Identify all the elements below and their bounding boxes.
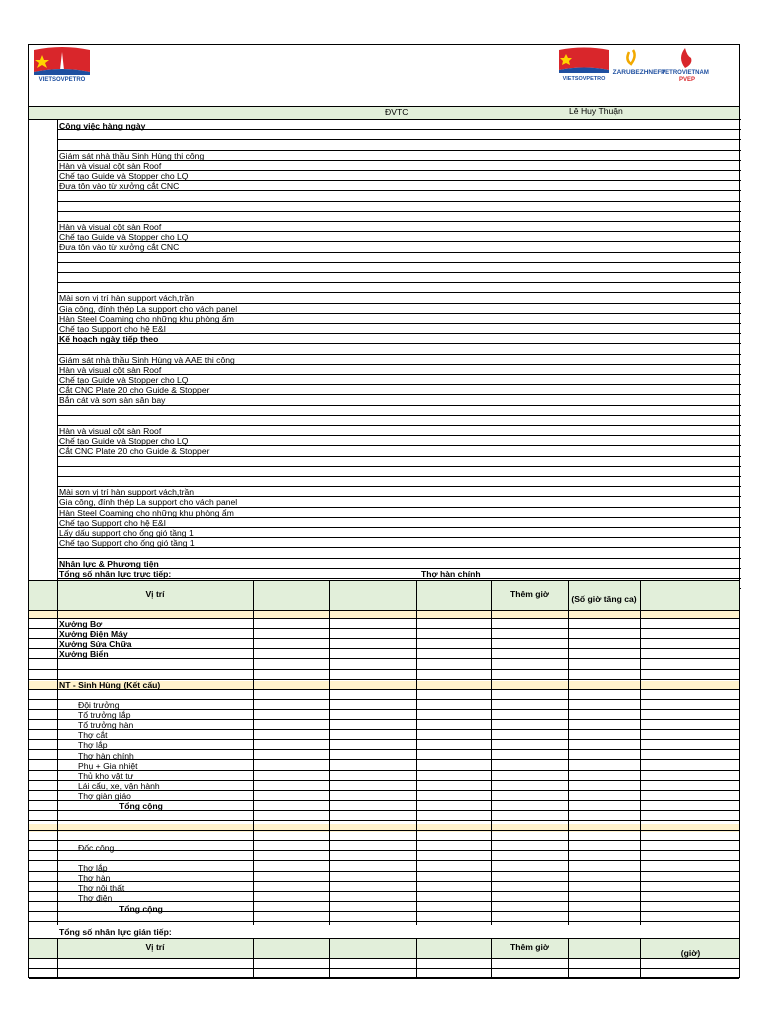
vietsovpetro-small-logo [559,48,609,83]
col-overtime: Thêm giờ [509,589,550,599]
grid-line [57,262,741,263]
direct-yellow-band [29,610,739,618]
grid-line [29,709,739,710]
grid-line [29,580,739,581]
plan-item: Mài sơn vị trí hàn support vách,trần [59,487,195,497]
contractor-role: Thợ giàn giáo [78,790,131,801]
grid-line [416,938,417,979]
plan-item: Chế tạo Guide và Stopper cho LQ [59,375,189,385]
second-role-head: Đốc công [78,843,115,853]
plan-item: Chế tạo Support cho ống gió tầng 1 [59,538,195,548]
dvtc-label: ĐVTC [385,107,409,117]
grid-line [491,580,492,925]
today-title: Công việc hàng ngày [59,121,146,131]
contractor-role: Tổ trưởng hàn [78,720,134,731]
col-hours: (Số giờ tăng ca) [571,594,637,604]
today-item: Đưa tôn vào từ xưởng cắt CNC [59,181,180,191]
contractor-role: Thủ kho vật tư [78,770,134,781]
today-item: Hàn và visual cột sàn Roof [59,161,162,171]
today-item: Chế tạo Support cho hệ E&I [59,324,167,334]
svg-text:PETROVIETNAM: PETROVIETNAM [661,70,709,76]
contractor-role: Thợ cắt [78,730,108,741]
svg-text:PVEP: PVEP [678,77,696,83]
grid-line [29,106,739,107]
grid-line [29,938,739,939]
grid-line [29,881,739,882]
grid-line [57,211,741,212]
grid-line [57,456,741,457]
grid-line [329,580,330,925]
today-item: Chế tạo Guide và Stopper cho LQ [59,171,189,181]
grid-line [29,658,739,659]
contractor-title: NT - Sinh Hùng (Kết cấu) [59,680,161,690]
indirect-col-hours: (giờ) [680,948,701,958]
plan-item: Hàn và visual cột sàn Roof [59,365,162,375]
svg-text:VIETSOVPETRO: VIETSOVPETRO [562,76,606,82]
contractor-role: Lái cẩu, xe, vận hành [78,780,160,791]
resources-title: Nhân lực & Phương tiện [59,559,159,569]
grid-line [29,901,739,902]
grid-line [29,699,739,700]
logo-left-text: VIETSOVPETRO [38,77,86,83]
contractor-role: Thợ lắp [78,740,108,751]
plan-item: Hàn Steel Coaming cho những khu phòng ẩm [59,508,234,518]
svg-text:ZARUBEZHNEFT: ZARUBEZHNEFT [612,69,666,76]
grid-line [29,628,739,629]
zarubezhneft-logo [613,50,666,76]
grid-line [29,739,739,740]
indirect-col-position: Vị trí [145,942,165,952]
grid-line [416,580,417,925]
plan-item: Hàn và visual cột sàn Roof [59,426,162,436]
grid-line [57,282,741,283]
grid-line [57,476,741,477]
contractor-role: Tổ trưởng lắp [78,710,131,721]
grid-line [57,415,741,416]
plan-item: Lấy dấu support cho ống gió tầng 1 [59,528,194,538]
plan-item: Gia công, đính thép La support cho vách panel [59,497,238,507]
grid-line [57,343,741,344]
partner-logos [557,46,737,84]
grid-line [29,669,739,670]
report-sheet [28,44,740,978]
total-label-2: Tổng cộng [119,904,163,914]
grid-line [29,958,739,959]
grid-line [57,405,741,406]
plan-item: Chế tạo Support cho hệ E&I [59,518,167,528]
grid-line [29,891,739,892]
grid-line [29,860,739,861]
indirect-col-overtime: Thêm giờ [509,942,550,952]
grid-line [57,119,741,120]
grid-line [57,466,741,467]
grid-line [568,938,569,979]
grid-line [29,638,739,639]
grid-line [57,558,741,559]
grid-line [29,968,739,969]
plan-item: Bắn cát và sơn sàn sân bay [59,395,166,405]
contractor-role: Thợ hàn chính [78,750,134,761]
grid-line [57,139,741,140]
grid-line [29,921,739,922]
grid-line [29,830,739,831]
grid-line [57,129,741,130]
grid-line [29,610,739,611]
plan-item: Chế tạo Guide và Stopper cho LQ [59,436,189,446]
grid-line [329,938,330,979]
total-label: Tổng cộng [119,801,163,811]
workshop-row: Xưởng Sửa Chữa [59,639,132,650]
second-role: Thợ điện [78,893,113,904]
vietsovpetro-logo [32,46,92,84]
grid-line [29,749,739,750]
petrovietnam-logo [661,48,709,83]
grid-line [57,119,58,580]
today-item: Gia công, đính thép La support cho vách panel [59,304,238,314]
grid-line [29,719,739,720]
today-item: Chế tạo Guide và Stopper cho LQ [59,232,189,242]
grid-line [29,820,739,821]
second-role: Thợ hàn [78,873,111,884]
today-item: Hàn Steel Coaming cho những khu phòng ẩm [59,314,234,324]
plan-item: Giám sát nhà thầu Sinh Hùng và AAE thi công [59,355,235,365]
second-role: Thợ lắp [78,863,108,873]
workshop-row: Xưởng Biển [59,649,109,660]
grid-line [57,272,741,273]
grid-line [57,580,58,925]
plan-title: Kế hoạch ngày tiếp theo [59,334,159,344]
direct-title: Tổng số nhân lực trực tiếp: [59,569,172,579]
grid-line [640,938,641,979]
indirect-title: Tổng số nhân lực gián tiếp: [59,927,172,937]
contractor-role: Đội trưởng [78,700,120,710]
grid-line [29,850,739,851]
grid-line [29,871,739,872]
second-role: Thợ nội thất [78,883,125,894]
workshop-row: Xưởng Bơ [59,619,103,629]
welder-admin-label: Thợ hàn chính [421,569,481,579]
today-item: Đưa tôn vào từ xưởng cắt CNC [59,242,180,252]
today-item: Hàn và visual cột sàn Roof [59,222,162,232]
grid-line [253,938,254,979]
grid-line [640,580,641,925]
grid-line [29,648,739,649]
grid-line [57,252,741,253]
header-band [29,106,739,119]
plan-item: Cắt CNC Plate 20 cho Guide & Stopper [59,385,210,395]
grid-line [29,840,739,841]
workshop-row: Xưởng Điện Máy [59,629,128,640]
today-item: Giám sát nhà thầu Sinh Hùng thi công [59,151,205,161]
col-position: Vị trí [145,589,165,599]
grid-line [57,201,741,202]
grid-line [568,580,569,925]
contractor-role: Phụ + Gia nhiệt [78,760,138,771]
grid-line [29,978,739,979]
today-item: Mài sơn vị trí hàn support vách,trần [59,293,195,303]
grid-line [253,580,254,925]
grid-line [29,729,739,730]
plan-item: Cắt CNC Plate 20 cho Guide & Stopper [59,446,210,456]
person-name: Lê Huy Thuận [569,106,623,116]
grid-line [29,618,739,619]
